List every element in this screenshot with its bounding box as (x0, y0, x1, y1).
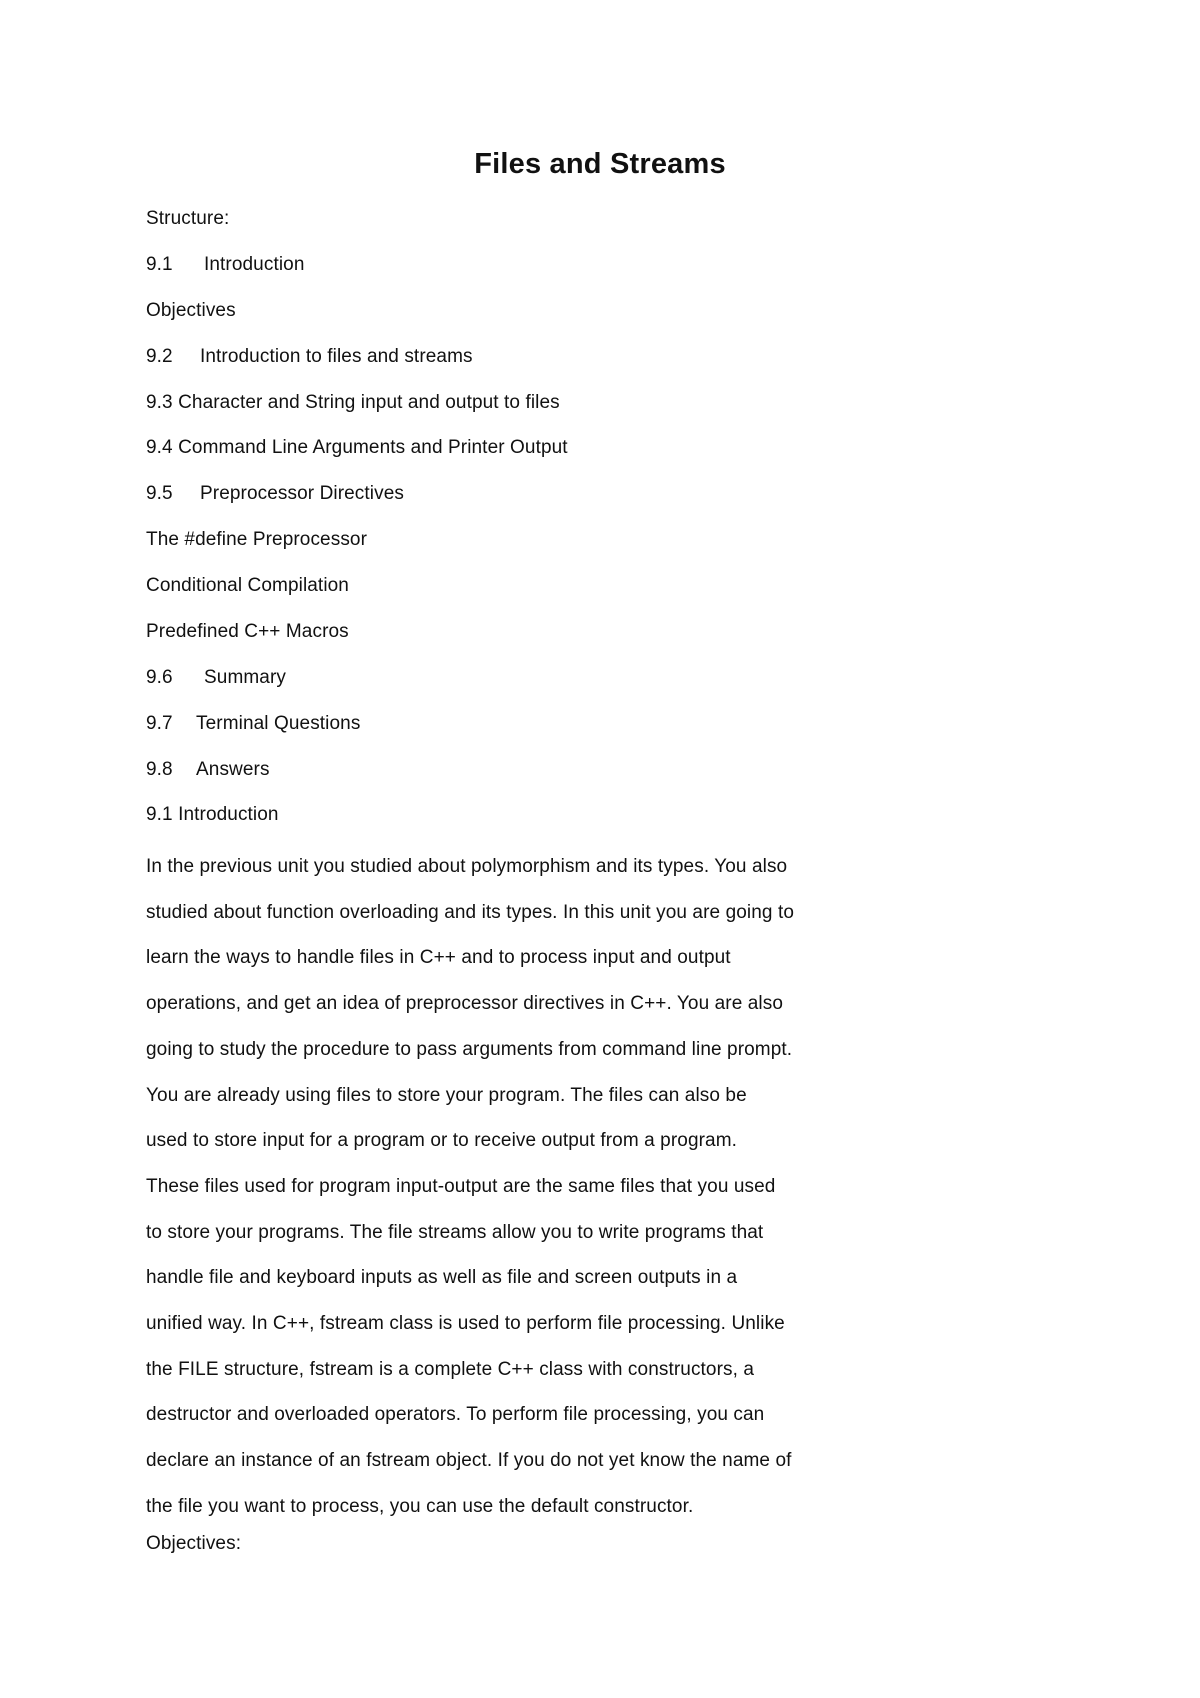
objectives-heading: Objectives: (146, 1533, 242, 1554)
toc-text: Objectives (146, 300, 236, 321)
paragraph-line: the file you want to process, you can use the default constructor. (146, 1495, 694, 1517)
paragraph-line: going to study the procedure to pass arguments from command line prompt. (146, 1038, 793, 1060)
paragraph-line: destructor and overloaded operators. To perform file processing, you can (146, 1404, 765, 1426)
toc-item-9-6 (146, 666, 286, 690)
paragraph-line: used to store input for a program or to receive output from a program. (146, 1130, 738, 1152)
paragraph-line: unified way. In C++, fstream class is used to perform file processing. Unlike (146, 1313, 785, 1335)
toc-text: Introduction (204, 254, 305, 275)
toc-text: 9.3 Character and String input and output to files (146, 392, 560, 413)
toc-item-objectives (146, 299, 236, 323)
toc-item-9-8 (146, 758, 270, 782)
paragraph-line: to store your programs. The file streams allow you to write programs that (146, 1221, 764, 1243)
toc-item-9-1 (146, 253, 305, 277)
toc-item-9-5 (146, 482, 404, 506)
toc-text: Introduction to files and streams (200, 346, 473, 367)
toc-text: Terminal Questions (196, 713, 361, 734)
toc-item-9-7 (146, 712, 360, 736)
toc-item-predefined-macros (146, 620, 349, 644)
toc-text: Predefined C++ Macros (146, 621, 349, 642)
introduction-paragraph (146, 844, 866, 1530)
toc-number: 9.7 (146, 713, 173, 734)
paragraph-line: studied about function overloading and its types. In this unit you are going to (146, 901, 794, 923)
paragraph-line: learn the ways to handle files in C++ and to process input and output (146, 947, 731, 969)
toc-text: Preprocessor Directives (200, 483, 404, 504)
paragraph-line: You are already using files to store your program. The files can also be (146, 1084, 747, 1106)
toc-text: Answers (196, 759, 270, 780)
structure-label: Structure: (146, 208, 230, 229)
toc-text: Summary (204, 667, 286, 688)
paragraph-line: In the previous unit you studied about polymorphism and its types. You also (146, 856, 788, 877)
page-title: Files and Streams (474, 148, 726, 180)
toc-item-9-4 (146, 436, 568, 460)
toc-number: 9.1 (146, 254, 173, 275)
toc-number: 9.5 (146, 483, 173, 504)
toc-text: Conditional Compilation (146, 575, 349, 596)
toc-number: 9.8 (146, 759, 173, 780)
toc-text: 9.4 Command Line Arguments and Printer Output (146, 437, 568, 458)
toc-text: The #define Preprocessor (146, 529, 368, 550)
paragraph-line: declare an instance of an fstream object. If you do not yet know the name of (146, 1450, 792, 1472)
section-heading: 9.1 Introduction (146, 804, 279, 825)
toc-item-9-2 (146, 345, 473, 369)
paragraph-line: the FILE structure, fstream is a complete C++ class with constructors, a (146, 1358, 755, 1380)
paragraph-line: handle file and keyboard inputs as well as file and screen outputs in a (146, 1267, 738, 1289)
toc-number: 9.2 (146, 346, 173, 367)
toc-item-conditional-compilation (146, 574, 349, 598)
toc-item-9-3 (146, 391, 560, 415)
toc-number: 9.6 (146, 667, 173, 688)
paragraph-line: operations, and get an idea of preprocessor directives in C++. You are also (146, 993, 784, 1015)
paragraph-line: These files used for program input-output are the same files that you used (146, 1175, 776, 1197)
toc-item-define-preprocessor (146, 528, 367, 552)
